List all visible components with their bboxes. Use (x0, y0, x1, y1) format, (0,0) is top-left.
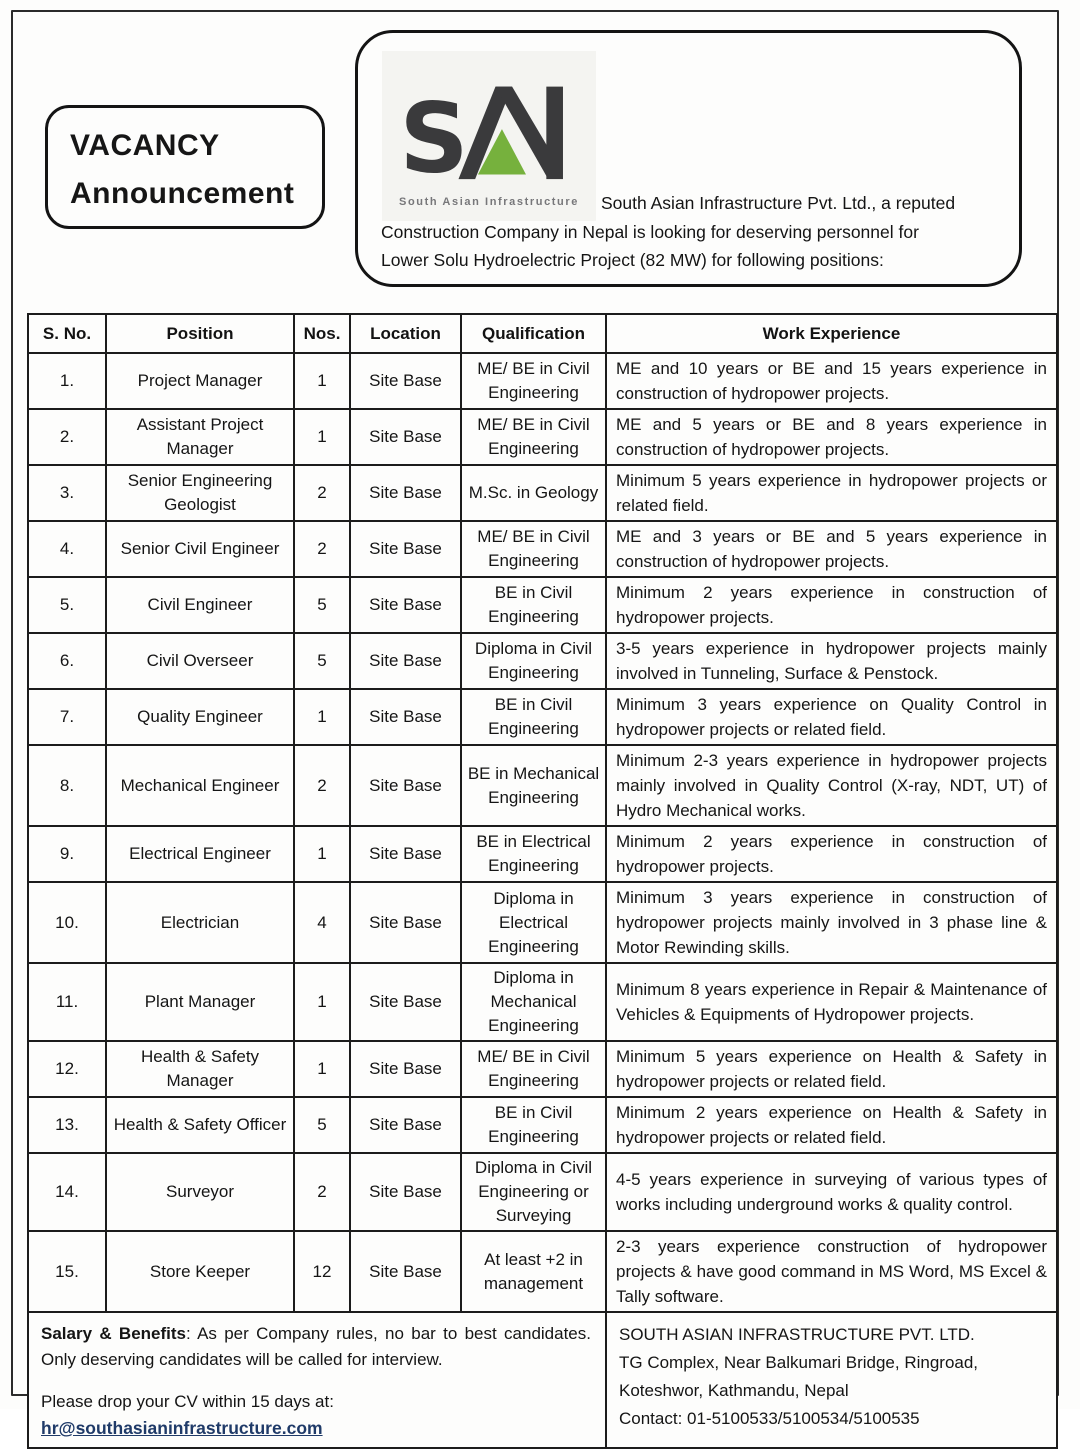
cell-position: Store Keeper (106, 1231, 294, 1312)
cell-experience: Minimum 3 years experience in construction of hydropower projects mainly involved in 3 phase line & Motor Rewinding skills. (606, 882, 1057, 963)
table-row (28, 465, 1057, 521)
cell-qualification: ME/ BE in Civil Engineering (461, 521, 606, 577)
cell-nos: 1 (294, 1041, 350, 1097)
cell-experience: Minimum 5 years experience in hydropower projects or related field. (606, 465, 1057, 521)
cell-location: Site Base (350, 1153, 461, 1231)
table-body (28, 353, 1057, 1448)
cell-position: Electrician (106, 882, 294, 963)
cell-experience: 2-3 years experience construction of hydropower projects & have good command in MS Word, MS Excel & Tally software. (606, 1231, 1057, 1312)
cell-sno: 10. (28, 882, 106, 963)
cell-sno: 2. (28, 409, 106, 465)
cell-qualification: Diploma in Civil Engineering or Surveying (461, 1153, 606, 1231)
table-row (28, 521, 1057, 577)
logo-caption: South Asian Infrastructure (399, 196, 579, 208)
cell-experience: 4-5 years experience in surveying of various types of works including underground works & quality control. (606, 1153, 1057, 1231)
company-contact: Contact: 01-5100533/5100534/5100535 (619, 1409, 920, 1428)
intro-line-1: South Asian Infrastructure Pvt. Ltd., a reputed (601, 193, 956, 213)
cell-position: Civil Engineer (106, 577, 294, 633)
cell-location: Site Base (350, 1231, 461, 1312)
cell-nos: 2 (294, 465, 350, 521)
cell-nos: 1 (294, 409, 350, 465)
salary-benefits-body: : As per Company rules, no bar to best candidates. Only deserving candidates will be called for interview. (41, 1324, 591, 1369)
salary-benefits-label: Salary & Benefits (41, 1324, 186, 1343)
footer-right-cell (606, 1312, 1057, 1448)
cell-location: Site Base (350, 689, 461, 745)
cell-nos: 2 (294, 1153, 350, 1231)
company-address-2: Koteshwor, Kathmandu, Nepal (619, 1381, 849, 1400)
cell-sno: 9. (28, 826, 106, 882)
cell-sno: 15. (28, 1231, 106, 1312)
cell-qualification: M.Sc. in Geology (461, 465, 606, 521)
table-row (28, 963, 1057, 1041)
intro-text (381, 189, 999, 275)
table-row (28, 1231, 1057, 1312)
cell-nos: 5 (294, 577, 350, 633)
cell-experience: Minimum 2-3 years experience in hydropower projects mainly involved in Quality Control (X-ray, NDT, UT) of Hydro Mechanical works. (606, 745, 1057, 826)
vacancy-title-line2: Announcement (70, 177, 295, 210)
salary-benefits-text (41, 1321, 591, 1373)
cell-experience: ME and 3 years or BE and 5 years experience in construction of hydropower projects. (606, 521, 1057, 577)
intro-line-2: Construction Company in Nepal is looking for deserving personnel for (381, 221, 919, 242)
cell-sno: 5. (28, 577, 106, 633)
cell-location: Site Base (350, 1097, 461, 1153)
cell-location: Site Base (350, 465, 461, 521)
cell-qualification: BE in Mechanical Engineering (461, 745, 606, 826)
cell-qualification: ME/ BE in Civil Engineering (461, 353, 606, 409)
intro-box (355, 30, 1022, 287)
cell-qualification: BE in Civil Engineering (461, 689, 606, 745)
cell-position: Project Manager (106, 353, 294, 409)
company-name: SOUTH ASIAN INFRASTRUCTURE PVT. LTD. (619, 1325, 975, 1344)
footer-left-cell (28, 1312, 606, 1448)
cell-experience: Minimum 3 years experience on Quality Control in hydropower projects or related field. (606, 689, 1057, 745)
cell-nos: 12 (294, 1231, 350, 1312)
cell-qualification: ME/ BE in Civil Engineering (461, 1041, 606, 1097)
cell-position: Mechanical Engineer (106, 745, 294, 826)
table-row (28, 745, 1057, 826)
cell-location: Site Base (350, 521, 461, 577)
table-header (28, 314, 1057, 353)
cell-experience: ME and 10 years or BE and 15 years experience in construction of hydropower projects. (606, 353, 1057, 409)
cell-position: Plant Manager (106, 963, 294, 1041)
cell-sno: 4. (28, 521, 106, 577)
header-row (28, 314, 1057, 353)
cell-location: Site Base (350, 1041, 461, 1097)
cell-experience: 3-5 years experience in hydropower projects mainly involved in Tunneling, Surface & Penstock. (606, 633, 1057, 689)
table-row (28, 577, 1057, 633)
cell-sno: 3. (28, 465, 106, 521)
header-nos: Nos. (294, 314, 350, 353)
cell-experience: Minimum 2 years experience in construction of hydropower projects. (606, 577, 1057, 633)
cell-position: Surveyor (106, 1153, 294, 1231)
cell-nos: 4 (294, 882, 350, 963)
table-row (28, 409, 1057, 465)
cell-location: Site Base (350, 826, 461, 882)
cell-location: Site Base (350, 353, 461, 409)
cell-sno: 7. (28, 689, 106, 745)
cell-position: Health & Safety Manager (106, 1041, 294, 1097)
cell-location: Site Base (350, 577, 461, 633)
cell-position: Health & Safety Officer (106, 1097, 294, 1153)
cell-position: Civil Overseer (106, 633, 294, 689)
cell-experience: Minimum 8 years experience in Repair & Maintenance of Vehicles & Equipments of Hydropower projects. (606, 963, 1057, 1041)
cell-qualification: Diploma in Mechanical Engineering (461, 963, 606, 1041)
header-qualification: Qualification (461, 314, 606, 353)
header-experience: Work Experience (606, 314, 1057, 353)
table-row (28, 633, 1057, 689)
footer-row (28, 1312, 1057, 1448)
cell-experience: Minimum 2 years experience in construction of hydropower projects. (606, 826, 1057, 882)
cell-position: Assistant Project Manager (106, 409, 294, 465)
cell-nos: 1 (294, 689, 350, 745)
cell-position: Senior Civil Engineer (106, 521, 294, 577)
cell-qualification: BE in Electrical Engineering (461, 826, 606, 882)
cell-nos: 5 (294, 633, 350, 689)
cell-nos: 5 (294, 1097, 350, 1153)
cell-location: Site Base (350, 745, 461, 826)
positions-table (27, 313, 1058, 1449)
cell-qualification: BE in Civil Engineering (461, 1097, 606, 1153)
header-location: Location (350, 314, 461, 353)
cell-sno: 14. (28, 1153, 106, 1231)
cv-instruction: Please drop your CV within 15 days at: (41, 1392, 334, 1411)
cell-nos: 1 (294, 353, 350, 409)
cell-nos: 1 (294, 963, 350, 1041)
cell-sno: 8. (28, 745, 106, 826)
intro-line-3: Lower Solu Hydroelectric Project (82 MW) for following positions: (381, 250, 884, 270)
cell-nos: 2 (294, 521, 350, 577)
cell-qualification: Diploma in Civil Engineering (461, 633, 606, 689)
hr-email-link[interactable]: hr@southasianinfrastructure.com (41, 1418, 323, 1438)
cell-location: Site Base (350, 963, 461, 1041)
cell-qualification: At least +2 in management (461, 1231, 606, 1312)
table-row (28, 1153, 1057, 1231)
cell-experience: ME and 5 years or BE and 8 years experience in construction of hydropower projects. (606, 409, 1057, 465)
table-row (28, 882, 1057, 963)
cell-experience: Minimum 5 years experience on Health & Safety in hydropower projects or related field. (606, 1041, 1057, 1097)
cell-nos: 1 (294, 826, 350, 882)
cell-position: Senior Engineering Geologist (106, 465, 294, 521)
cell-sno: 6. (28, 633, 106, 689)
vacancy-title-line1: VACANCY (70, 129, 220, 162)
vacancy-title-box (45, 105, 325, 229)
header-sno: S. No. (28, 314, 106, 353)
cell-experience: Minimum 2 years experience on Health & Safety in hydropower projects or related field. (606, 1097, 1057, 1153)
table-row (28, 1041, 1057, 1097)
cell-nos: 2 (294, 745, 350, 826)
table-row (28, 826, 1057, 882)
cell-qualification: BE in Civil Engineering (461, 577, 606, 633)
sai-logo-icon (399, 73, 575, 195)
svg-text:S: S (399, 82, 469, 195)
cell-qualification: Diploma in Electrical Engineering (461, 882, 606, 963)
cell-location: Site Base (350, 409, 461, 465)
cell-sno: 13. (28, 1097, 106, 1153)
company-address-1: TG Complex, Near Balkumari Bridge, Ringroad, (619, 1353, 979, 1372)
cell-sno: 1. (28, 353, 106, 409)
cell-position: Electrical Engineer (106, 826, 294, 882)
cell-location: Site Base (350, 882, 461, 963)
table-row (28, 353, 1057, 409)
cell-position: Quality Engineer (106, 689, 294, 745)
table-row (28, 1097, 1057, 1153)
cell-sno: 12. (28, 1041, 106, 1097)
cell-location: Site Base (350, 633, 461, 689)
table-row (28, 689, 1057, 745)
header-position: Position (106, 314, 294, 353)
cell-qualification: ME/ BE in Civil Engineering (461, 409, 606, 465)
cell-sno: 11. (28, 963, 106, 1041)
